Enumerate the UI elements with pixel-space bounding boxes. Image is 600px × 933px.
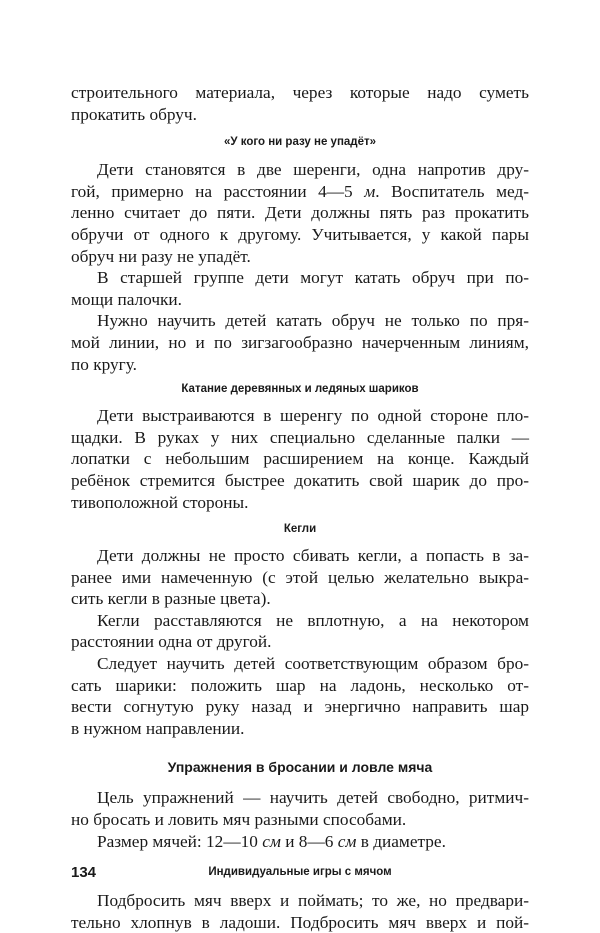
text-line: Кегли расставляются не вплотную, а на некотором [97,610,529,630]
text-line: Дети становятся в две шеренги, одна напротив дру- [97,160,529,180]
paragraph-individual-games [71,890,529,933]
text-line: Дети должны не просто сбивать кегли, а попасть в за- [97,546,529,566]
text-line: вести согнутую руку назад и энергично направить шар [71,697,529,717]
text-line: ленно считает до пяти. Дети должны пять раз прокатить [71,203,529,223]
text-line: лопатки с небольшим расширением на конце. Каждый [71,449,529,469]
text-line: Нужно научить детей катать обруч не только по пря- [97,311,529,331]
text-line: мой линии, но и по зигзагообразно начерченным линиям, [71,332,529,352]
heading-rolling-balls: Катание деревянных и ледяных шариков [181,383,419,396]
text-line: строительного материала, через которые надо суметь [71,83,529,102]
paragraph-intro [71,82,529,125]
text-line: сить кегли в разные цвета). [71,589,271,609]
heading-individual-games: Индивидуальные игры с мячом [208,866,392,879]
page-body [71,82,529,933]
text-line: Подбросить мяч вверх и поймать; то же, но предвари- [97,891,529,911]
heading-game-no-fall: «У кого ни разу не упадёт» [223,136,377,149]
paragraph-zigzag [71,310,529,375]
page-number: 134 [71,864,97,881]
text-line: расстоянии одна от другой. [71,632,272,652]
text-line: тельно хлопнув в ладоши. Подбросить мяч вверх и пой- [71,912,529,932]
text-line: гой, примерно на расстоянии 4—5 м. Воспитатель мед- [71,181,529,201]
heading-skittles: Кегли [283,523,317,536]
paragraph-rolling-balls [71,405,529,513]
text-line: ранее ими намеченную (с этой целью желательно выкра- [71,567,529,587]
text-line: обручи от одного к другому. Учитывается, у какой пары [71,224,529,244]
text-line: Следует научить детей соответствующим образом бро- [97,654,529,674]
text-line: Дети выстраиваются в шеренгу по одной стороне пло- [97,406,529,426]
text-line: ребёнок стремится быстрее докатить свой шарик до про- [71,470,529,490]
paragraph-ball-size [71,831,529,853]
paragraph-ball-goal [71,787,529,830]
text-line: сать шарики: положить шар на ладонь, несколько от- [71,675,529,695]
paragraph-skittles-2 [71,610,529,653]
text-line: по кругу. [71,354,137,374]
text-line: но бросать и ловить мяч разными способами. [71,810,407,830]
paragraph-older-group [71,267,529,310]
text-line: Размер мячей: 12—10 см и 8—6 см в диаметре. [97,831,446,851]
text-line: щадки. В руках у них специально сделанные палки — [71,427,529,447]
text-line: обруч ни разу не упадёт. [71,246,251,266]
text-line: мощи палочки. [71,289,182,309]
text-line: в нужном направлении. [71,718,245,738]
paragraph-skittles-1 [71,545,529,610]
paragraph-two-lines [71,159,529,267]
heading-ball-exercises: Упражнения в бросании и ловле мяча [167,759,433,776]
text-line: В старшей группе дети могут катать обруч при по- [97,268,529,288]
paragraph-skittles-3 [71,653,529,739]
text-line: Цель упражнений — научить детей свободно, ритмич- [97,788,529,808]
text-line: прокатить обруч. [71,104,197,124]
text-line: тивоположной стороны. [71,492,249,512]
